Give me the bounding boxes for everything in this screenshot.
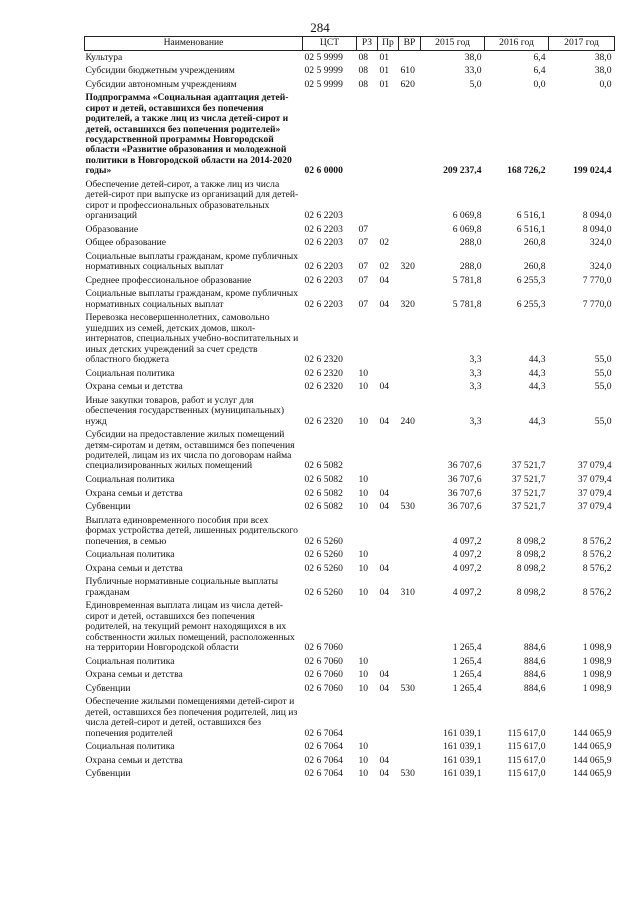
header-vr: ВР xyxy=(399,37,421,51)
row-pr-cell xyxy=(378,223,399,237)
row-name-cell: Социальная политика xyxy=(85,367,175,379)
row-name-cell: Иные закупки товаров, работ и услуг для обеспечения государственных (муниципальных) нужд xyxy=(85,394,285,427)
table-row xyxy=(85,754,615,768)
row-rz-cell xyxy=(357,92,378,178)
row-vr-cell xyxy=(399,754,421,768)
row-cst-cell: 02 6 5082 xyxy=(304,501,343,513)
row-2017-cell: 37 079,4 xyxy=(577,460,612,472)
table-row xyxy=(85,312,615,367)
row-2015-cell: 1 265,4 xyxy=(452,642,482,654)
row-pr-cell: 04 xyxy=(379,669,390,681)
row-2017-cell: 144 065,9 xyxy=(573,727,612,739)
row-2015-cell: 5,0 xyxy=(469,78,482,90)
table-row xyxy=(85,600,615,655)
table-row xyxy=(85,501,615,515)
table-row xyxy=(85,696,615,741)
row-2017-cell: 199 024,4 xyxy=(573,165,612,177)
row-rz-cell xyxy=(357,312,378,367)
row-cst-cell: 02 6 2203 xyxy=(304,210,343,222)
row-name-cell: Подпрограмма «Социальная адаптация детей-сирот и детей, оставшихся без попечения родителей, а также лиц из числа детей-сирот и детей, оставшихся без попечения родителей» государственной программы Новгородской области «Развитие образования и молодежной политики в Новгородской области на 2014-2020 годы» xyxy=(85,92,292,177)
row-cst-cell: 02 6 2320 xyxy=(304,381,343,393)
row-pr-cell: 04 xyxy=(379,682,390,694)
row-2017-cell: 55,0 xyxy=(594,381,612,393)
row-2016-cell: 44,3 xyxy=(528,415,546,427)
header-name: Наименование xyxy=(85,37,303,51)
row-cst-cell: 02 6 5260 xyxy=(304,586,343,598)
row-2015-cell: 5 781,8 xyxy=(452,274,482,286)
row-cst-cell: 02 6 5082 xyxy=(304,474,343,486)
row-2016-cell: 884,6 xyxy=(523,642,546,654)
row-rz-cell xyxy=(357,514,378,548)
row-rz-cell xyxy=(357,696,378,741)
row-2017-cell: 38,0 xyxy=(594,51,612,63)
row-vr-cell xyxy=(399,51,421,65)
row-2017-cell: 144 065,9 xyxy=(573,754,612,766)
row-rz-cell xyxy=(357,600,378,655)
row-rz-cell: 07 xyxy=(358,261,369,273)
row-name-cell: Общее образование xyxy=(85,237,167,249)
row-cst-cell: 02 6 0000 xyxy=(304,165,343,177)
row-pr-cell xyxy=(378,473,399,487)
row-rz-cell: 10 xyxy=(358,415,369,427)
row-2016-cell: 8 098,2 xyxy=(516,562,546,574)
table-row xyxy=(85,78,615,92)
row-rz-cell: 08 xyxy=(358,51,369,63)
table-row xyxy=(85,394,615,428)
row-cst-cell: 02 5 9999 xyxy=(304,65,343,77)
table-row xyxy=(85,487,615,501)
row-name-cell: Выплата единовременного пособия при всех формах устройства детей, лишенных родительского попечения, в семью xyxy=(85,514,298,547)
row-2017-cell: 37 079,4 xyxy=(577,501,612,513)
row-name-cell: Субсидии на предоставление жилых помещений детям-сиротам и детям, оставшимся без попечения родителей, лицам из их числа по договорам найма специализированных жилых помещений xyxy=(85,429,295,472)
row-vr-cell xyxy=(399,237,421,251)
row-2016-cell: 37 521,7 xyxy=(511,487,546,499)
row-2016-cell: 6,4 xyxy=(533,51,546,63)
row-name-cell: Охрана семьи и детства xyxy=(85,754,183,766)
row-rz-cell: 08 xyxy=(358,65,369,77)
row-vr-cell: 530 xyxy=(400,501,415,513)
row-vr-cell xyxy=(399,381,421,395)
table-row xyxy=(85,178,615,223)
row-pr-cell: 04 xyxy=(379,586,390,598)
row-pr-cell xyxy=(378,549,399,563)
row-2016-cell: 44,3 xyxy=(528,354,546,366)
row-name-cell: Социальная политика xyxy=(85,741,175,753)
row-vr-cell xyxy=(399,223,421,237)
row-2017-cell: 55,0 xyxy=(594,354,612,366)
table-row xyxy=(85,549,615,563)
row-vr-cell xyxy=(399,549,421,563)
row-2016-cell: 260,8 xyxy=(523,237,546,249)
row-pr-cell xyxy=(378,600,399,655)
row-vr-cell xyxy=(399,514,421,548)
row-2015-cell: 288,0 xyxy=(459,237,482,249)
row-2015-cell: 3,3 xyxy=(469,367,482,379)
page-number: 284 xyxy=(310,20,330,35)
row-pr-cell xyxy=(378,178,399,223)
row-pr-cell xyxy=(378,367,399,381)
row-2017-cell: 144 065,9 xyxy=(573,741,612,753)
row-rz-cell: 10 xyxy=(358,501,369,513)
row-2017-cell: 8 094,0 xyxy=(582,210,612,222)
row-name-cell: Социальные выплаты гражданам, кроме публичных нормативных социальных выплат xyxy=(85,288,299,310)
row-2015-cell: 161 039,1 xyxy=(443,741,482,753)
row-2015-cell: 4 097,2 xyxy=(452,549,482,561)
row-2015-cell: 36 707,6 xyxy=(447,487,482,499)
row-name-cell: Культура xyxy=(85,51,123,63)
row-pr-cell: 02 xyxy=(379,237,390,249)
row-pr-cell xyxy=(378,514,399,548)
row-vr-cell xyxy=(399,669,421,683)
row-cst-cell: 02 6 2320 xyxy=(304,415,343,427)
row-2017-cell: 38,0 xyxy=(594,65,612,77)
header-pr: Пр xyxy=(378,37,399,51)
row-cst-cell: 02 6 2203 xyxy=(304,223,343,235)
table-header-row xyxy=(85,37,615,51)
row-rz-cell xyxy=(357,178,378,223)
row-cst-cell: 02 6 7064 xyxy=(304,741,343,753)
row-name-cell: Охрана семьи и детства xyxy=(85,381,183,393)
row-2017-cell: 0,0 xyxy=(599,78,612,90)
row-name-cell: Среднее профессиональное образование xyxy=(85,274,252,286)
row-2016-cell: 8 098,2 xyxy=(516,586,546,598)
table-row xyxy=(85,250,615,274)
row-name-cell: Обеспечение жилыми помещениями детей-сирот и детей, оставшихся без попечения родителей, лиц из числа детей-сирот и детей, оставшихся без попечения родителей xyxy=(85,696,298,739)
table-row xyxy=(85,223,615,237)
row-pr-cell: 01 xyxy=(379,65,390,77)
row-2016-cell: 8 098,2 xyxy=(516,535,546,547)
row-rz-cell: 10 xyxy=(358,655,369,667)
row-name-cell: Обеспечение детей-сирот, а также лиц из числа детей-сирот при выпуске из организаций для детей-сирот и профессиональных образовательных организаций xyxy=(85,178,299,222)
table-row xyxy=(85,92,615,178)
row-rz-cell: 10 xyxy=(358,682,369,694)
row-name-cell: Социальная политика xyxy=(85,655,175,667)
row-2016-cell: 37 521,7 xyxy=(511,501,546,513)
row-rz-cell: 10 xyxy=(358,669,369,681)
row-2015-cell: 33,0 xyxy=(464,65,482,77)
row-cst-cell: 02 6 2320 xyxy=(304,354,343,366)
row-2015-cell: 3,3 xyxy=(469,415,482,427)
row-2015-cell: 38,0 xyxy=(464,51,482,63)
row-name-cell: Единовременная выплата лицам из числа детей-сирот и детей, оставшихся без попечения родителей, на текущий ремонт находящихся в их собственности жилых помещений, расположенных на территории Новгородской области xyxy=(85,600,295,654)
row-2015-cell: 3,3 xyxy=(469,354,482,366)
row-2017-cell: 7 770,0 xyxy=(582,298,612,310)
row-2015-cell: 36 707,6 xyxy=(447,460,482,472)
row-2016-cell: 37 521,7 xyxy=(511,460,546,472)
row-rz-cell: 10 xyxy=(358,586,369,598)
row-vr-cell xyxy=(399,274,421,288)
header-cst: ЦСТ xyxy=(303,37,357,51)
row-2017-cell: 1 098,9 xyxy=(582,642,612,654)
row-cst-cell: 02 6 5082 xyxy=(304,460,343,472)
row-name-cell: Социальные выплаты гражданам, кроме публичных нормативных социальных выплат xyxy=(85,250,299,273)
row-vr-cell xyxy=(399,600,421,655)
row-2015-cell: 1 265,4 xyxy=(452,669,482,681)
budget-table xyxy=(84,36,615,781)
row-2015-cell: 161 039,1 xyxy=(443,727,482,739)
row-2015-cell: 4 097,2 xyxy=(452,586,482,598)
table-row xyxy=(85,274,615,288)
row-rz-cell xyxy=(357,429,378,474)
row-rz-cell: 10 xyxy=(358,367,369,379)
row-cst-cell: 02 6 5260 xyxy=(304,562,343,574)
row-2017-cell: 1 098,9 xyxy=(582,682,612,694)
row-pr-cell: 04 xyxy=(379,381,390,393)
row-cst-cell: 02 6 2320 xyxy=(304,367,343,379)
row-2015-cell: 36 707,6 xyxy=(447,474,482,486)
row-cst-cell: 02 6 2203 xyxy=(304,261,343,273)
row-name-cell: Субвенции xyxy=(85,682,131,694)
row-2015-cell: 6 069,8 xyxy=(452,210,482,222)
row-name-cell: Охрана семьи и детства xyxy=(85,562,183,574)
row-vr-cell xyxy=(399,655,421,669)
row-2016-cell: 6,4 xyxy=(533,65,546,77)
row-pr-cell: 04 xyxy=(379,415,390,427)
row-rz-cell: 07 xyxy=(358,223,369,235)
row-2016-cell: 115 617,0 xyxy=(507,754,546,766)
row-pr-cell xyxy=(378,92,399,178)
row-2016-cell: 44,3 xyxy=(528,367,546,379)
row-name-cell: Перевозка несовершеннолетних, самовольно ушедших из семей, детских домов, школ-интернатов, специальных учебно-воспитательных и иных детских учреждений за счет средств областного бюджета xyxy=(85,312,299,366)
row-2015-cell: 4 097,2 xyxy=(452,562,482,574)
row-2017-cell: 55,0 xyxy=(594,415,612,427)
row-vr-cell: 320 xyxy=(400,298,415,310)
row-2017-cell: 7 770,0 xyxy=(582,274,612,286)
table-body xyxy=(85,51,615,782)
row-name-cell: Публичные нормативные социальные выплаты гражданам xyxy=(85,576,279,598)
row-2016-cell: 884,6 xyxy=(523,669,546,681)
row-rz-cell: 10 xyxy=(358,474,369,486)
table-row xyxy=(85,429,615,474)
row-2016-cell: 6 516,1 xyxy=(516,223,546,235)
row-pr-cell: 04 xyxy=(379,298,390,310)
row-vr-cell xyxy=(399,562,421,576)
row-cst-cell: 02 6 2203 xyxy=(304,274,343,286)
row-cst-cell: 02 6 2203 xyxy=(304,237,343,249)
row-pr-cell xyxy=(378,655,399,669)
row-2017-cell: 37 079,4 xyxy=(577,487,612,499)
row-2016-cell: 115 617,0 xyxy=(507,741,546,753)
row-vr-cell xyxy=(399,367,421,381)
row-2017-cell: 1 098,9 xyxy=(582,669,612,681)
row-rz-cell: 10 xyxy=(358,562,369,574)
row-pr-cell: 04 xyxy=(379,768,390,780)
row-2017-cell: 324,0 xyxy=(589,261,612,273)
row-2017-cell: 324,0 xyxy=(589,237,612,249)
row-cst-cell: 02 6 5260 xyxy=(304,549,343,561)
row-2017-cell: 8 576,2 xyxy=(582,549,612,561)
row-cst-cell: 02 6 7060 xyxy=(304,655,343,667)
row-pr-cell: 02 xyxy=(379,261,390,273)
row-vr-cell xyxy=(399,429,421,474)
row-name-cell: Субсидии бюджетным учреждениям xyxy=(85,65,235,77)
row-pr-cell: 04 xyxy=(379,562,390,574)
row-2017-cell: 55,0 xyxy=(594,367,612,379)
table-row xyxy=(85,51,615,65)
row-cst-cell: 02 5 9999 xyxy=(304,78,343,90)
row-2017-cell: 8 576,2 xyxy=(582,535,612,547)
row-vr-cell xyxy=(399,473,421,487)
table-row xyxy=(85,576,615,600)
row-2015-cell: 288,0 xyxy=(459,261,482,273)
table-row xyxy=(85,288,615,312)
row-name-cell: Охрана семьи и детства xyxy=(85,487,183,499)
row-2016-cell: 168 726,2 xyxy=(507,165,546,177)
table-row xyxy=(85,768,615,782)
row-vr-cell: 320 xyxy=(400,261,415,273)
row-pr-cell: 04 xyxy=(379,487,390,499)
row-pr-cell: 04 xyxy=(379,754,390,766)
row-name-cell: Социальная политика xyxy=(85,474,175,486)
row-vr-cell: 610 xyxy=(400,65,415,77)
row-vr-cell xyxy=(399,92,421,178)
header-2015: 2015 год xyxy=(421,37,485,51)
row-2015-cell: 1 265,4 xyxy=(452,655,482,667)
row-2017-cell: 8 094,0 xyxy=(582,223,612,235)
row-2015-cell: 161 039,1 xyxy=(443,754,482,766)
row-2017-cell: 8 576,2 xyxy=(582,586,612,598)
row-2015-cell: 36 707,6 xyxy=(447,501,482,513)
row-name-cell: Охрана семьи и детства xyxy=(85,669,183,681)
row-rz-cell: 07 xyxy=(358,237,369,249)
row-name-cell: Субсидии автономным учреждениям xyxy=(85,78,237,90)
table-row xyxy=(85,514,615,548)
row-rz-cell: 10 xyxy=(358,754,369,766)
table-row xyxy=(85,367,615,381)
row-pr-cell: 01 xyxy=(379,78,390,90)
row-pr-cell: 01 xyxy=(379,51,390,63)
row-cst-cell: 02 5 9999 xyxy=(304,51,343,63)
row-2015-cell: 161 039,1 xyxy=(443,768,482,780)
row-cst-cell: 02 6 5082 xyxy=(304,487,343,499)
row-vr-cell: 530 xyxy=(400,768,415,780)
row-vr-cell xyxy=(399,741,421,755)
row-pr-cell xyxy=(378,696,399,741)
row-vr-cell xyxy=(399,696,421,741)
row-2015-cell: 209 237,4 xyxy=(443,165,482,177)
row-vr-cell: 310 xyxy=(400,586,415,598)
row-2017-cell: 1 098,9 xyxy=(582,655,612,667)
row-2016-cell: 884,6 xyxy=(523,682,546,694)
row-name-cell: Субвенции xyxy=(85,501,131,513)
row-cst-cell: 02 6 5260 xyxy=(304,535,343,547)
row-vr-cell xyxy=(399,312,421,367)
row-name-cell: Социальная политика xyxy=(85,549,175,561)
row-rz-cell: 10 xyxy=(358,381,369,393)
row-rz-cell: 10 xyxy=(358,768,369,780)
table-row xyxy=(85,237,615,251)
row-2017-cell: 37 079,4 xyxy=(577,474,612,486)
row-rz-cell: 10 xyxy=(358,487,369,499)
row-pr-cell xyxy=(378,429,399,474)
row-2016-cell: 6 516,1 xyxy=(516,210,546,222)
table-row xyxy=(85,741,615,755)
header-2016: 2016 год xyxy=(485,37,549,51)
row-rz-cell: 07 xyxy=(358,274,369,286)
row-2016-cell: 44,3 xyxy=(528,381,546,393)
row-2016-cell: 115 617,0 xyxy=(507,768,546,780)
table-row xyxy=(85,562,615,576)
row-vr-cell: 240 xyxy=(400,415,415,427)
row-cst-cell: 02 6 7060 xyxy=(304,642,343,654)
table-row xyxy=(85,381,615,395)
row-cst-cell: 02 6 2203 xyxy=(304,298,343,310)
table-row xyxy=(85,655,615,669)
row-2015-cell: 5 781,8 xyxy=(452,298,482,310)
row-vr-cell xyxy=(399,178,421,223)
row-2016-cell: 0,0 xyxy=(533,78,546,90)
row-name-cell: Образование xyxy=(85,223,139,235)
row-name-cell: Субвенции xyxy=(85,768,131,780)
row-2016-cell: 37 521,7 xyxy=(511,474,546,486)
row-cst-cell: 02 6 7064 xyxy=(304,727,343,739)
row-vr-cell xyxy=(399,487,421,501)
row-vr-cell: 620 xyxy=(400,78,415,90)
row-pr-cell xyxy=(378,312,399,367)
row-vr-cell: 530 xyxy=(400,682,415,694)
row-2016-cell: 260,8 xyxy=(523,261,546,273)
table-row xyxy=(85,669,615,683)
header-rz: РЗ xyxy=(357,37,378,51)
row-2016-cell: 884,6 xyxy=(523,655,546,667)
row-pr-cell: 04 xyxy=(379,501,390,513)
row-2016-cell: 6 255,3 xyxy=(516,298,546,310)
row-rz-cell: 10 xyxy=(358,741,369,753)
row-rz-cell: 10 xyxy=(358,549,369,561)
row-2016-cell: 115 617,0 xyxy=(507,727,546,739)
row-2015-cell: 4 097,2 xyxy=(452,535,482,547)
row-pr-cell xyxy=(378,741,399,755)
row-cst-cell: 02 6 7060 xyxy=(304,669,343,681)
row-cst-cell: 02 6 7064 xyxy=(304,768,343,780)
row-2015-cell: 6 069,8 xyxy=(452,223,482,235)
row-rz-cell: 07 xyxy=(358,298,369,310)
row-2015-cell: 3,3 xyxy=(469,381,482,393)
row-2017-cell: 144 065,9 xyxy=(573,768,612,780)
header-2017: 2017 год xyxy=(549,37,615,51)
row-2016-cell: 8 098,2 xyxy=(516,549,546,561)
row-2017-cell: 8 576,2 xyxy=(582,562,612,574)
row-2016-cell: 6 255,3 xyxy=(516,274,546,286)
row-rz-cell: 08 xyxy=(358,78,369,90)
table-row xyxy=(85,65,615,79)
table-row xyxy=(85,473,615,487)
table-row xyxy=(85,682,615,696)
row-cst-cell: 02 6 7064 xyxy=(304,754,343,766)
row-pr-cell: 04 xyxy=(379,274,390,286)
row-cst-cell: 02 6 7060 xyxy=(304,682,343,694)
row-2015-cell: 1 265,4 xyxy=(452,682,482,694)
